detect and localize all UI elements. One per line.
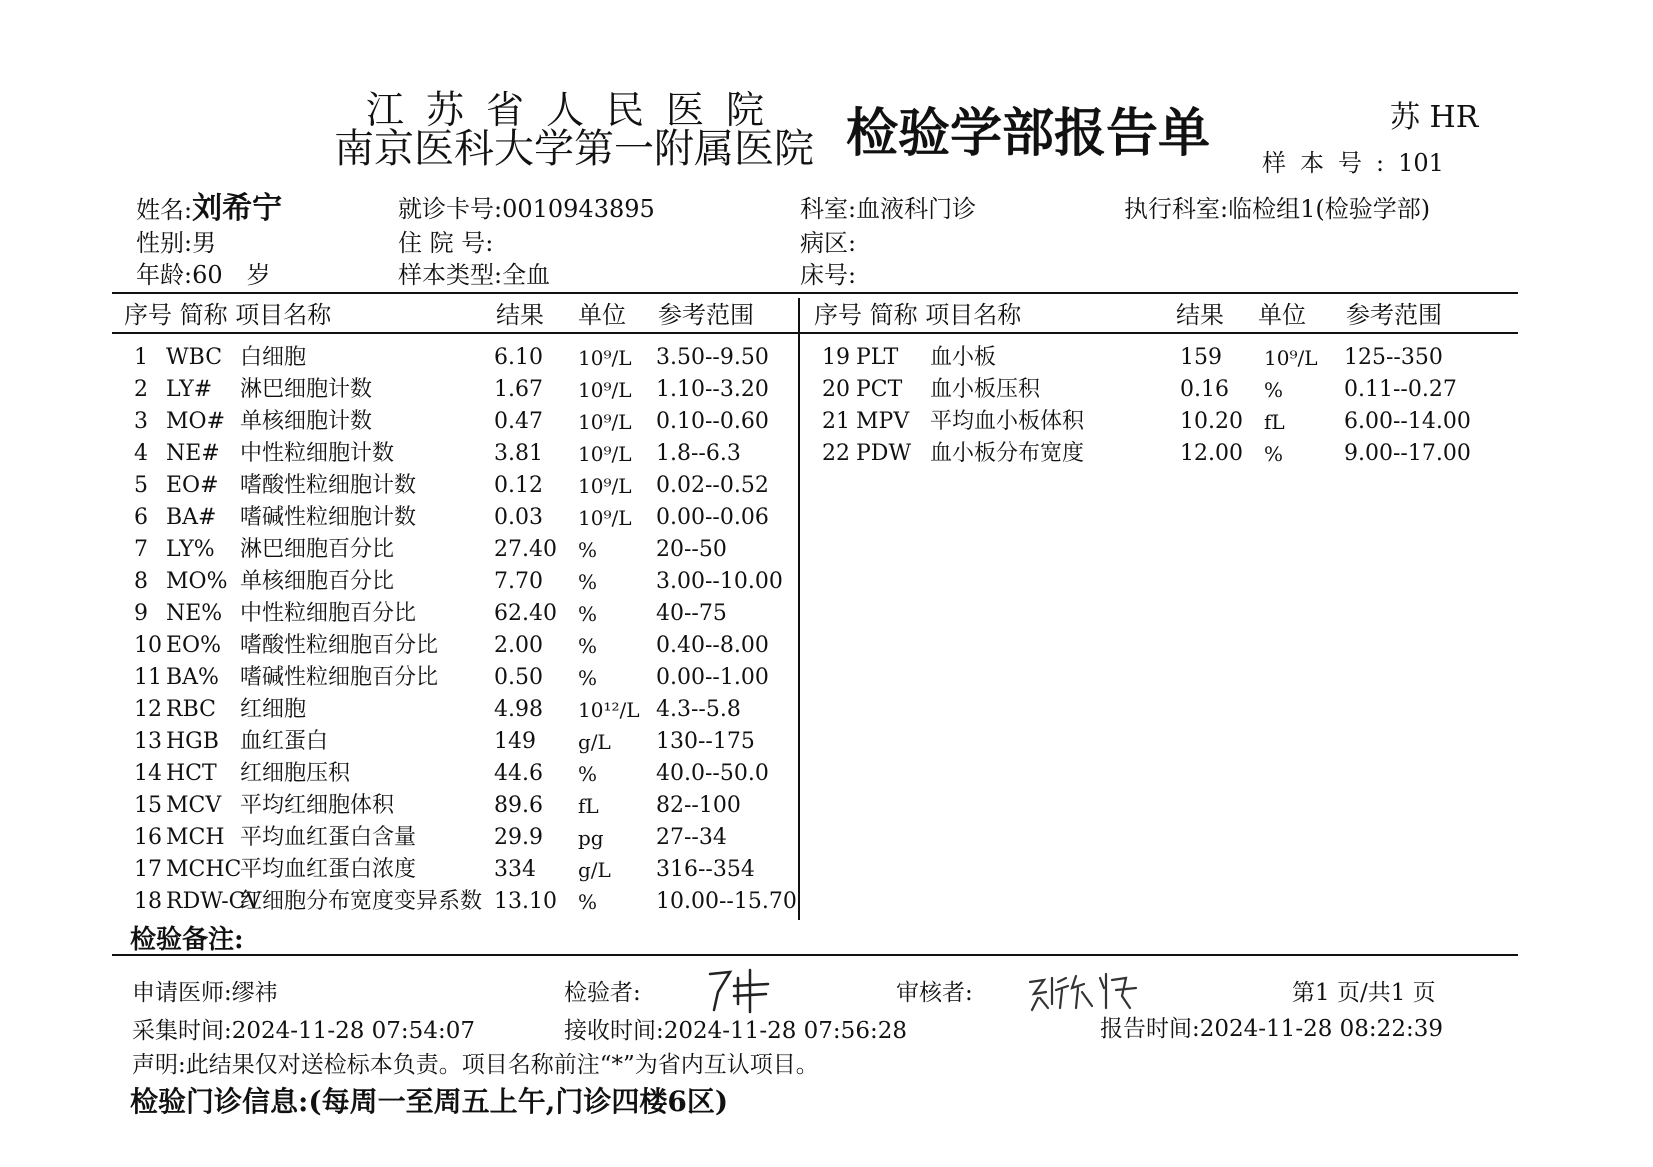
patient-sex: 性别:男 xyxy=(136,229,217,257)
cell-name: 平均血红蛋白浓度 xyxy=(240,857,417,882)
cell-name: 血小板 xyxy=(930,345,997,370)
cell-result: 0.16 xyxy=(1180,377,1229,402)
cell-no: 15 xyxy=(134,793,162,818)
cell-result: 27.40 xyxy=(494,537,557,562)
cell-unit: % xyxy=(578,570,598,594)
sample-number-label: 样本号: xyxy=(1262,149,1399,177)
cell-abbr: LY% xyxy=(166,537,215,562)
col-header-left-seq: 序号 简称 项目名称 xyxy=(124,301,332,329)
statement: 声明:此结果仅对送检标本负责。项目名称前注“*”为省内互认项目。 xyxy=(132,1052,819,1078)
cell-range: 316--354 xyxy=(656,857,755,882)
cell-abbr: MCV xyxy=(166,793,222,818)
reviewer-label: 审核者: xyxy=(896,980,973,1006)
cell-unit: fL xyxy=(1264,410,1285,434)
col-header-right-unit: 单位 xyxy=(1258,301,1306,329)
inpatient-number: 住 院 号: xyxy=(398,229,494,257)
cell-result: 6.10 xyxy=(494,345,543,370)
reviewer-signature xyxy=(1026,968,1146,1014)
cell-no: 17 xyxy=(134,857,162,882)
cell-unit: fL xyxy=(578,794,599,818)
cell-range: 0.10--0.60 xyxy=(656,409,769,434)
cell-no: 18 xyxy=(134,889,162,914)
cell-range: 82--100 xyxy=(656,793,741,818)
cell-abbr: PCT xyxy=(856,377,903,402)
cell-unit: 10⁹/L xyxy=(578,506,632,530)
cell-name: 血红蛋白 xyxy=(240,729,329,754)
cell-abbr: EO% xyxy=(166,633,221,658)
cell-unit: % xyxy=(578,762,598,786)
cell-abbr: HCT xyxy=(166,761,217,786)
cell-unit: % xyxy=(578,890,598,914)
cell-no: 11 xyxy=(134,665,162,690)
cell-result: 4.98 xyxy=(494,697,543,722)
cell-name: 平均红细胞体积 xyxy=(240,793,395,818)
cell-result: 7.70 xyxy=(494,569,543,594)
cell-abbr: BA# xyxy=(166,505,217,530)
cell-abbr: EO# xyxy=(166,473,219,498)
department: 科室:血液科门诊 xyxy=(800,195,977,223)
cell-no: 20 xyxy=(822,377,850,402)
cell-result: 29.9 xyxy=(494,825,543,850)
cell-unit: 10¹²/L xyxy=(578,698,640,722)
cell-no: 10 xyxy=(134,633,162,658)
cell-range: 1.8--6.3 xyxy=(656,441,741,466)
cell-name: 红细胞分布宽度变异系数 xyxy=(240,889,483,914)
cell-no: 1 xyxy=(134,345,148,370)
cell-unit: pg xyxy=(578,826,604,850)
cell-name: 单核细胞百分比 xyxy=(240,569,395,594)
remarks-label: 检验备注: xyxy=(130,925,244,955)
cell-name: 嗜酸性粒细胞计数 xyxy=(240,473,417,498)
sample-number xyxy=(1262,148,1444,178)
cell-range: 40--75 xyxy=(656,601,727,626)
cell-abbr: RDW-CV xyxy=(166,889,262,914)
col-header-right-range: 参考范围 xyxy=(1346,301,1442,329)
cell-result: 159 xyxy=(1180,345,1222,370)
divider-bottom xyxy=(112,954,1518,956)
cell-abbr: WBC xyxy=(166,345,223,370)
cell-range: 0.11--0.27 xyxy=(1344,377,1457,402)
cell-unit: % xyxy=(578,538,598,562)
cell-no: 5 xyxy=(134,473,148,498)
cell-name: 嗜碱性粒细胞百分比 xyxy=(240,665,439,690)
report-title: 检验学部报告单 xyxy=(846,103,1211,164)
cell-result: 3.81 xyxy=(494,441,543,466)
page-info: 第1 页/共1 页 xyxy=(1292,980,1436,1006)
column-divider xyxy=(798,298,800,920)
cell-abbr: BA% xyxy=(166,665,219,690)
cell-abbr: PLT xyxy=(856,345,899,370)
cell-abbr: MCH xyxy=(166,825,225,850)
cell-range: 0.00--0.06 xyxy=(656,505,769,530)
cell-name: 白细胞 xyxy=(240,345,307,370)
cell-name: 平均血小板体积 xyxy=(930,409,1085,434)
cell-no: 3 xyxy=(134,409,148,434)
cell-name: 淋巴细胞计数 xyxy=(240,377,373,402)
cell-abbr: LY# xyxy=(166,377,213,402)
cell-range: 10.00--15.70 xyxy=(656,889,797,914)
cell-unit: % xyxy=(1264,442,1284,466)
requesting-doctor: 申请医师:缪祎 xyxy=(132,980,278,1006)
cell-name: 中性粒细胞百分比 xyxy=(240,601,417,626)
cell-unit: % xyxy=(578,602,598,626)
specimen-type: 样本类型:全血 xyxy=(398,261,551,289)
cell-name: 单核细胞计数 xyxy=(240,409,373,434)
cell-range: 27--34 xyxy=(656,825,727,850)
col-header-left-unit: 单位 xyxy=(578,301,626,329)
cell-name: 嗜酸性粒细胞百分比 xyxy=(240,633,439,658)
cell-result: 0.50 xyxy=(494,665,543,690)
cell-unit: % xyxy=(1264,378,1284,402)
patient-age: 年龄:60 岁 xyxy=(136,261,271,289)
cell-unit: % xyxy=(578,634,598,658)
cell-no: 9 xyxy=(134,601,148,626)
col-header-left-range: 参考范围 xyxy=(658,301,754,329)
tester-label: 检验者: xyxy=(564,980,641,1006)
cell-no: 4 xyxy=(134,441,148,466)
cell-name: 淋巴细胞百分比 xyxy=(240,537,395,562)
cell-range: 4.3--5.8 xyxy=(656,697,741,722)
collect-time: 采集时间:2024-11-28 07:54:07 xyxy=(132,1018,475,1044)
cell-range: 9.00--17.00 xyxy=(1344,441,1471,466)
card-number: 就诊卡号:0010943895 xyxy=(398,195,655,223)
cell-result: 0.03 xyxy=(494,505,543,530)
cell-abbr: NE% xyxy=(166,601,223,626)
divider-header xyxy=(112,332,1518,334)
cell-no: 22 xyxy=(822,441,850,466)
cell-unit: g/L xyxy=(578,858,611,882)
cell-result: 2.00 xyxy=(494,633,543,658)
cell-abbr: PDW xyxy=(856,441,912,466)
cell-unit: 10⁹/L xyxy=(578,410,632,434)
cell-unit: 10⁹/L xyxy=(578,346,632,370)
cell-abbr: RBC xyxy=(166,697,216,722)
col-header-right-result: 结果 xyxy=(1176,301,1224,329)
cell-no: 12 xyxy=(134,697,162,722)
cell-abbr: MO% xyxy=(166,569,228,594)
cell-name: 嗜碱性粒细胞计数 xyxy=(240,505,417,530)
cell-result: 10.20 xyxy=(1180,409,1243,434)
cell-range: 20--50 xyxy=(656,537,727,562)
tester-signature xyxy=(704,966,784,1016)
cell-unit: 10⁹/L xyxy=(1264,346,1318,370)
cell-no: 8 xyxy=(134,569,148,594)
cell-name: 中性粒细胞计数 xyxy=(240,441,395,466)
clinic-info: 检验门诊信息:(每周一至周五上午,门诊四楼6区) xyxy=(130,1085,729,1118)
cell-range: 6.00--14.00 xyxy=(1344,409,1471,434)
cell-result: 149 xyxy=(494,729,536,754)
cell-name: 血小板分布宽度 xyxy=(930,441,1085,466)
patient-name xyxy=(136,191,283,226)
sample-number-value: 101 xyxy=(1398,149,1444,177)
cell-unit: 10⁹/L xyxy=(578,378,632,402)
cell-no: 2 xyxy=(134,377,148,402)
cell-range: 3.00--10.00 xyxy=(656,569,783,594)
executing-department: 执行科室:临检组1(检验学部) xyxy=(1124,195,1431,223)
cell-range: 125--350 xyxy=(1344,345,1443,370)
cell-no: 6 xyxy=(134,505,148,530)
cell-unit: g/L xyxy=(578,730,611,754)
receive-time: 接收时间:2024-11-28 07:56:28 xyxy=(564,1018,907,1044)
ward: 病区: xyxy=(800,229,857,257)
cell-range: 0.02--0.52 xyxy=(656,473,769,498)
cell-result: 0.12 xyxy=(494,473,543,498)
cell-no: 14 xyxy=(134,761,162,786)
cell-name: 红细胞压积 xyxy=(240,761,351,786)
cell-result: 89.6 xyxy=(494,793,543,818)
cell-result: 1.67 xyxy=(494,377,543,402)
cell-abbr: NE# xyxy=(166,441,220,466)
cell-unit: % xyxy=(578,666,598,690)
hospital-code: 苏 HR xyxy=(1390,100,1479,135)
cell-abbr: MO# xyxy=(166,409,225,434)
cell-abbr: MPV xyxy=(856,409,910,434)
divider-top xyxy=(112,292,1518,294)
cell-range: 0.40--8.00 xyxy=(656,633,769,658)
cell-result: 334 xyxy=(494,857,536,882)
cell-no: 19 xyxy=(822,345,850,370)
cell-result: 44.6 xyxy=(494,761,543,786)
cell-no: 21 xyxy=(822,409,850,434)
cell-range: 1.10--3.20 xyxy=(656,377,769,402)
cell-result: 0.47 xyxy=(494,409,543,434)
cell-range: 0.00--1.00 xyxy=(656,665,769,690)
cell-name: 红细胞 xyxy=(240,697,307,722)
cell-unit: 10⁹/L xyxy=(578,442,632,466)
cell-unit: 10⁹/L xyxy=(578,474,632,498)
bed: 床号: xyxy=(800,261,857,289)
cell-range: 130--175 xyxy=(656,729,755,754)
cell-name: 平均血红蛋白含量 xyxy=(240,825,417,850)
cell-result: 12.00 xyxy=(1180,441,1243,466)
report-time: 报告时间:2024-11-28 08:22:39 xyxy=(1100,1016,1443,1042)
cell-abbr: MCHC xyxy=(166,857,242,882)
cell-result: 62.40 xyxy=(494,601,557,626)
patient-name-label: 姓名: xyxy=(136,196,193,224)
cell-no: 7 xyxy=(134,537,148,562)
cell-result: 13.10 xyxy=(494,889,557,914)
cell-range: 40.0--50.0 xyxy=(656,761,769,786)
col-header-right-seq: 序号 简称 项目名称 xyxy=(814,301,1022,329)
cell-no: 13 xyxy=(134,729,162,754)
cell-range: 3.50--9.50 xyxy=(656,345,769,370)
hospital-name-line1: 江苏省人民医院 xyxy=(366,88,787,132)
patient-name-value: 刘希宁 xyxy=(192,191,283,226)
cell-no: 16 xyxy=(134,825,162,850)
cell-abbr: HGB xyxy=(166,729,219,754)
hospital-name-line2: 南京医科大学第一附属医院 xyxy=(334,126,814,172)
col-header-left-result: 结果 xyxy=(496,301,544,329)
cell-name: 血小板压积 xyxy=(930,377,1041,402)
